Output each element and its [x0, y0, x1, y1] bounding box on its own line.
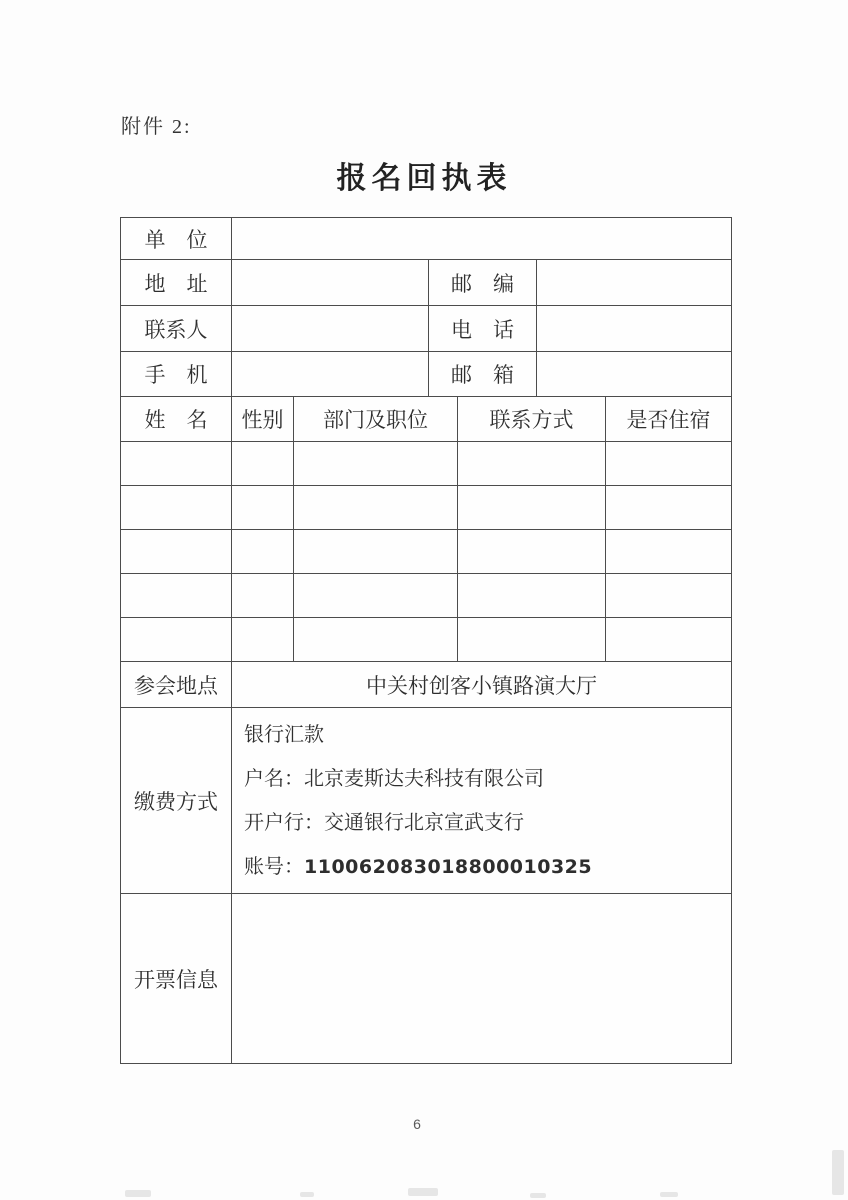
- attendee-department-cell: [294, 442, 458, 485]
- attendee-name-cell: [121, 618, 232, 661]
- account-name: 北京麦斯达夫科技有限公司: [304, 767, 544, 790]
- mobile-value-cell: [232, 352, 429, 396]
- payment-method: 银行汇款: [244, 723, 324, 746]
- email-value-cell: [537, 352, 731, 396]
- address-value-cell: [232, 260, 429, 305]
- invoice-label: 开票信息: [121, 894, 232, 1063]
- scan-artifact: [125, 1190, 151, 1197]
- attendee-accommodation-cell: [606, 530, 731, 573]
- header-gender: 性别: [232, 397, 294, 441]
- bank-name: 交通银行北京宣武支行: [324, 811, 524, 834]
- payment-row: [121, 708, 731, 894]
- scan-artifact: [530, 1193, 546, 1198]
- attendee-contact-cell: [458, 574, 606, 617]
- payment-account-name-line: [244, 757, 544, 801]
- attendee-contact-cell: [458, 618, 606, 661]
- postcode-label: 邮 编: [429, 260, 537, 305]
- account-number: 110062083018800010325: [304, 855, 593, 878]
- attendee-row: [121, 530, 731, 574]
- scan-artifact: [300, 1192, 314, 1197]
- payment-bank-line: [244, 801, 524, 845]
- page-title: 报名回执表: [336, 162, 512, 195]
- attendee-department-cell: [294, 486, 458, 529]
- attendee-name-cell: [121, 442, 232, 485]
- phone-value-cell: [537, 306, 731, 351]
- payment-details-cell: [232, 708, 731, 893]
- contact-person-value-cell: [232, 306, 429, 351]
- account-no-label: 账号：: [244, 855, 304, 878]
- scan-artifact: [660, 1192, 678, 1197]
- payment-account-no-line: [244, 845, 592, 889]
- unit-row: [121, 218, 731, 260]
- email-label: 邮 箱: [429, 352, 537, 396]
- unit-value-cell: [232, 218, 731, 259]
- attendee-department-cell: [294, 530, 458, 573]
- attendee-row: [121, 574, 731, 618]
- attachment-label: 附件 2:: [121, 116, 192, 138]
- mobile-row: [121, 352, 731, 397]
- attendee-contact-cell: [458, 530, 606, 573]
- attendee-name-cell: [121, 486, 232, 529]
- contact-person-label: 联系人: [121, 306, 232, 351]
- contact-person-row: [121, 306, 731, 352]
- venue-value: 中关村创客小镇路演大厅: [366, 673, 597, 698]
- page-number: 6: [413, 1116, 421, 1132]
- scan-artifact: [408, 1188, 438, 1196]
- attendee-row: [121, 618, 731, 662]
- scan-artifact: [832, 1150, 844, 1195]
- invoice-row: [121, 894, 731, 1063]
- registration-form-table: [120, 217, 732, 1064]
- invoice-value-cell: [232, 894, 731, 1063]
- attendee-department-cell: [294, 574, 458, 617]
- attendee-accommodation-cell: [606, 574, 731, 617]
- attendee-gender-cell: [232, 442, 294, 485]
- venue-label: 参会地点: [121, 662, 232, 707]
- header-accommodation: 是否住宿: [626, 408, 711, 432]
- phone-label: 电 话: [429, 306, 537, 351]
- attendee-gender-cell: [232, 486, 294, 529]
- attendee-accommodation-cell: [606, 618, 731, 661]
- address-label: 地 址: [121, 260, 232, 305]
- unit-label: 单 位: [121, 218, 232, 259]
- attendee-name-cell: [121, 574, 232, 617]
- mobile-label: 手 机: [121, 352, 232, 396]
- header-contact: 联系方式: [458, 397, 606, 441]
- attendee-accommodation-cell: [606, 486, 731, 529]
- venue-row: [121, 662, 731, 708]
- attendee-header-row: [121, 397, 731, 442]
- payment-label: 缴费方式: [121, 708, 232, 893]
- attendee-row: [121, 442, 731, 486]
- attendee-gender-cell: [232, 618, 294, 661]
- postcode-value-cell: [537, 260, 731, 305]
- attendee-department-cell: [294, 618, 458, 661]
- header-department: 部门及职位: [294, 397, 458, 441]
- bank-label: 开户行：: [244, 811, 324, 834]
- attendee-row: [121, 486, 731, 530]
- account-name-label: 户名：: [244, 767, 304, 790]
- attendee-accommodation-cell: [606, 442, 731, 485]
- attendee-name-cell: [121, 530, 232, 573]
- header-name: 姓 名: [121, 397, 232, 441]
- address-row: [121, 260, 731, 306]
- attendee-contact-cell: [458, 442, 606, 485]
- attendee-gender-cell: [232, 530, 294, 573]
- attendee-gender-cell: [232, 574, 294, 617]
- attendee-contact-cell: [458, 486, 606, 529]
